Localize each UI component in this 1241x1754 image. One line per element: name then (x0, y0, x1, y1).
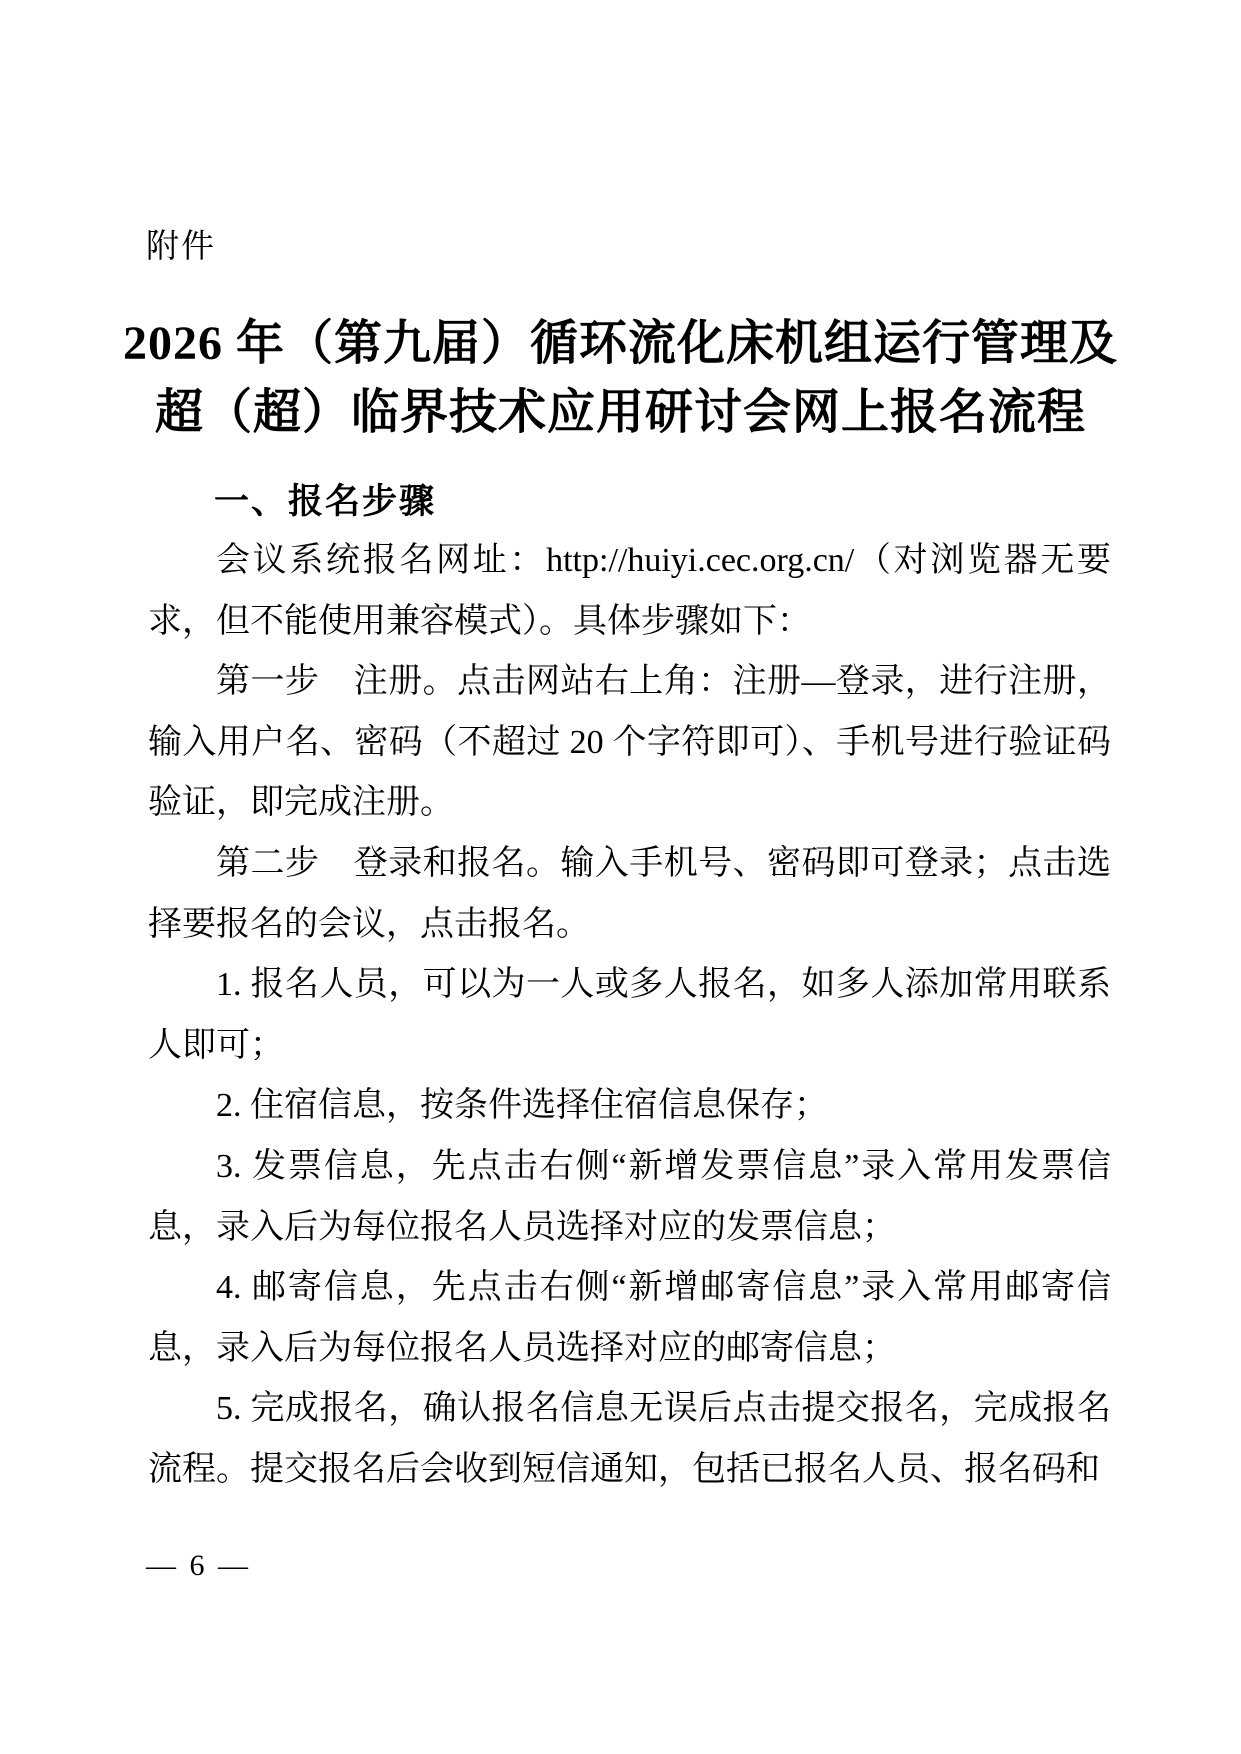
attachment-label: 附件 (146, 227, 216, 264)
page-number: — 6 — (146, 1549, 251, 1582)
paragraph-item-3-invoice: 3. 发票信息，先点击右侧“新增发票信息”录入常用发票信息，录入后为每位报名人员选择对应的发票信息； (148, 1147, 1111, 1246)
paragraph-step-one-register: 第一步 注册。点击网站右上角：注册—登录，进行注册，输入用户名、密码（不超过 20 个字符即可）、手机号进行验证码验证，即完成注册。 (148, 663, 1111, 822)
section-heading-registration-steps: 一、报名步骤 (214, 482, 437, 521)
paragraph-registration-url: 会议系统报名网址：http://huiyi.cec.org.cn/（对浏览器无要求，但不能使用兼容模式）。具体步骤如下： (148, 542, 1111, 640)
document-title-line-1: 2026 年（第九届）循环流化床机组运行管理及 (122, 317, 1118, 371)
paragraph-item-1-attendees: 1. 报名人员，可以为一人或多人报名，如多人添加常用联系人即可； (148, 966, 1111, 1064)
paragraph-step-two-login: 第二步 登录和报名。输入手机号、密码即可登录；点击选择要报名的会议，点击报名。 (148, 844, 1111, 943)
paragraph-item-2-accommodation: 2. 住宿信息，按条件选择住宿信息保存； (216, 1087, 828, 1125)
document-body (148, 531, 1111, 1501)
document-title-line-2: 超（超）临界技术应用研讨会网上报名流程 (154, 386, 1086, 440)
document-title (0, 309, 1241, 447)
paragraph-item-4-mailing: 4. 邮寄信息，先点击右侧“新增邮寄信息”录入常用邮寄信息，录入后为每位报名人员选择对应的邮寄信息； (148, 1269, 1111, 1367)
paragraph-item-5-submit: 5. 完成报名，确认报名信息无误后点击提交报名，完成报名流程。提交报名后会收到短信通知，包括已报名人员、报名码和 (148, 1390, 1111, 1488)
